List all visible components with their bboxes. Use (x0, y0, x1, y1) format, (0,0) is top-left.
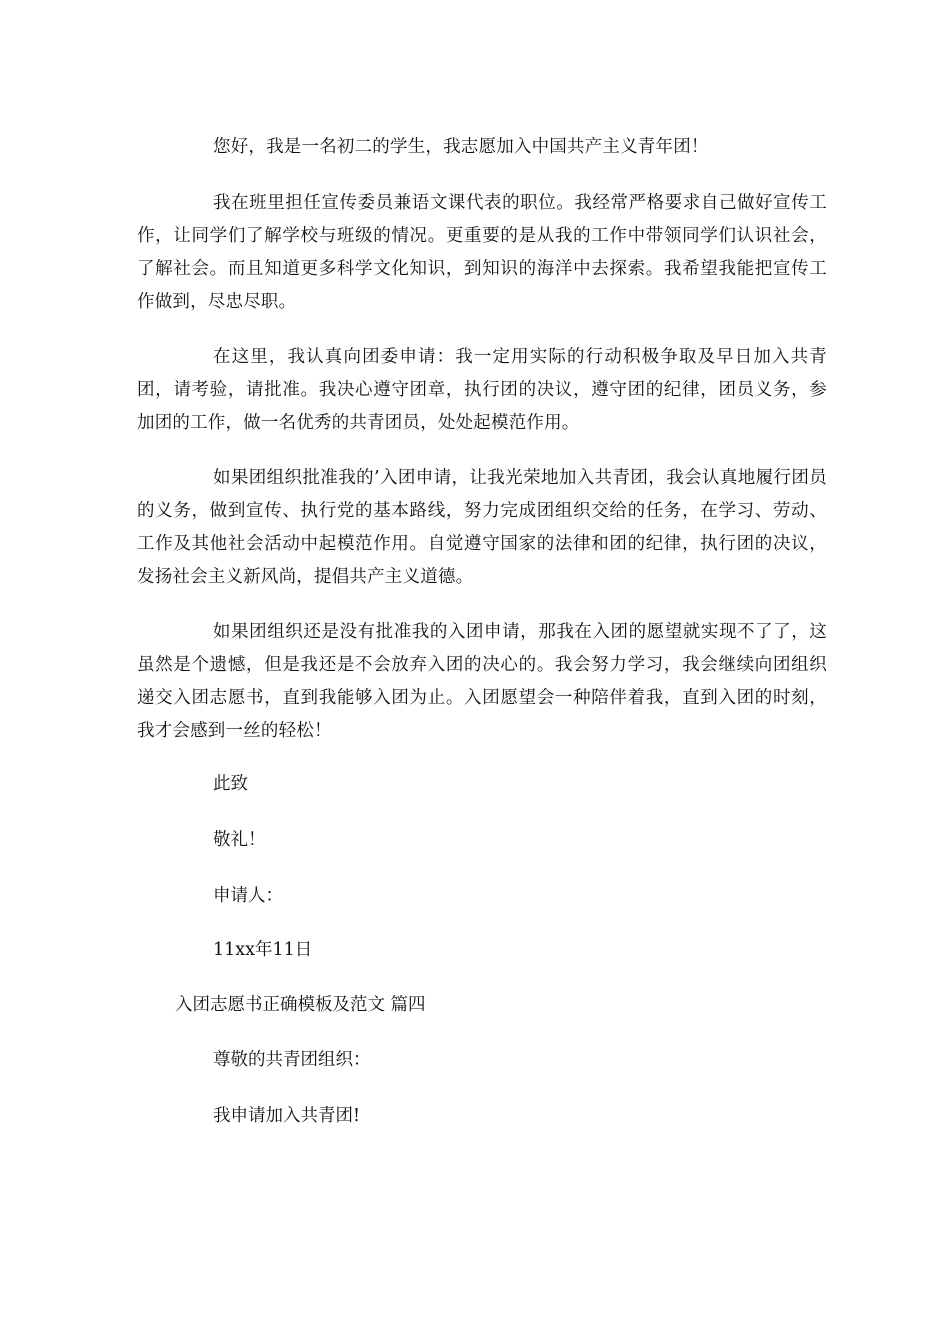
closing-salutation: 此致 (213, 774, 248, 794)
paragraph-application: 在这里，我认真向团委申请：我一定用实际的行动积极争取及早日加入共青团，请考验，请批准。我决心遵守团章，执行团的决议，遵守团的纪律，团员义务，参加团的工作，做一名优秀的共青团员，处处起模范作用。 (137, 347, 827, 433)
section-heading: 入团志愿书正确模板及范文 篇四 (175, 995, 426, 1015)
paragraph-commitment: 如果团组织批准我的’入团申请，让我光荣地加入共青团，我会认真地履行团员的义务，做到宣传、执行党的基本路线，努力完成团组织交给的任务，在学习、劳动、工作及其他社会活动中起模范作用。自觉遵守国家的法律和团的纪律，执行团的决议，发扬社会主义新风尚，提倡共产主义道德。 (137, 468, 827, 587)
closing-respect: 敬礼！ (213, 830, 266, 850)
next-letter-first-line: 我申请加入共青团! (213, 1106, 361, 1126)
paragraph-role: 我在班里担任宣传委员兼语文课代表的职位。我经常严格要求自己做好宣传工作，让同学们了解学校与班级的情况。更重要的是从我的工作中带领同学们认识社会，了解社会。而且知道更多科学文化知识，到知识的海洋中去探索。我希望我能把宣传工作做到，尽忠尽职。 (137, 193, 827, 312)
closing-date: 11xx年11日 (213, 940, 313, 960)
next-letter-greeting: 尊敬的共青团组织： (213, 1050, 371, 1070)
closing-applicant: 申请人： (213, 886, 283, 906)
paragraph-greeting: 您好，我是一名初二的学生，我志愿加入中国共产主义青年团！ (213, 137, 709, 157)
paragraph-perseverance: 如果团组织还是没有批准我的入团申请，那我在入团的愿望就实现不了了，这虽然是个遗憾，但是我还是不会放弃入团的决心的。我会努力学习，我会继续向团组织递交入团志愿书，直到我能够入团为止。入团愿望会一种陪伴着我，直到入团的时刻，我才会感到一丝的轻松！ (137, 622, 827, 741)
